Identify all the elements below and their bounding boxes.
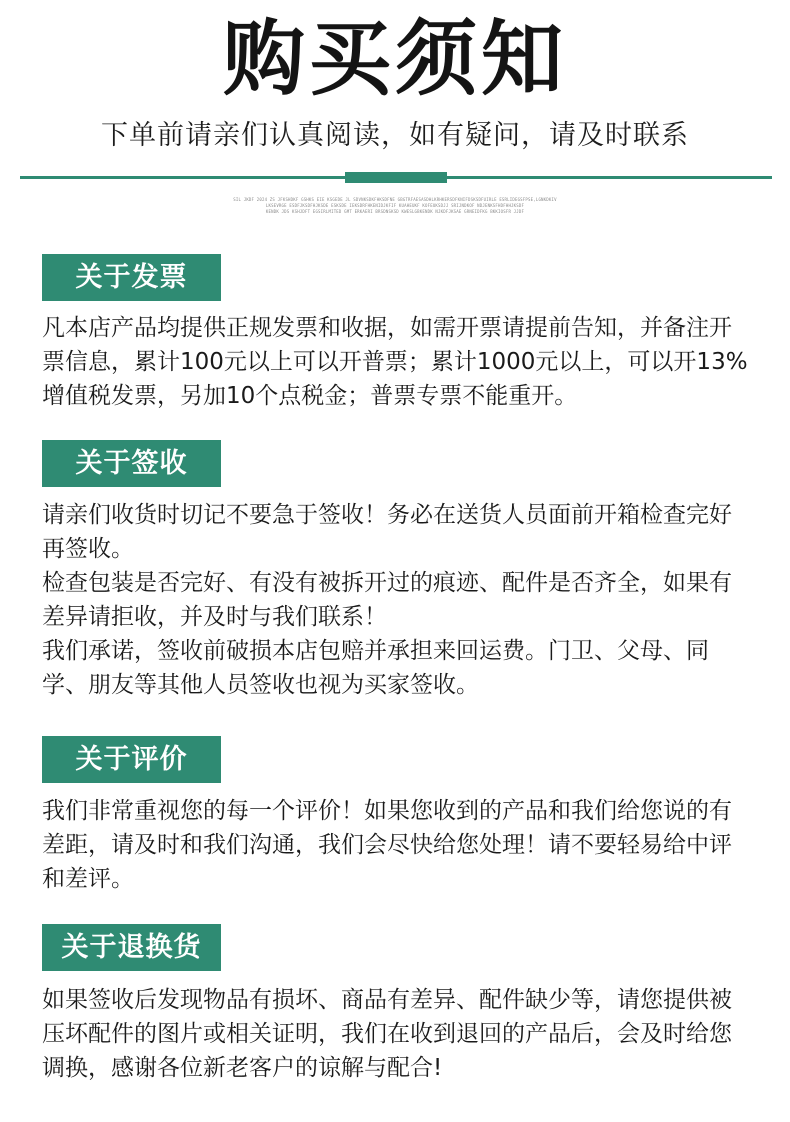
- section-paragraph: 我们非常重视您的每一个评价！如果您收到的产品和我们给您说的有差距，请及时和我们沟通，我们会尽快给您处理！请不要轻易给中评和差评。: [42, 798, 732, 892]
- section-heading-review: 关于评价: [42, 736, 221, 783]
- decorative-fine-print: [230, 197, 560, 215]
- fine-print-line: KENDK JDS KSHJDFT EGSIRLMITED GMT ERKAERI BRSDNSKSD KWESLGBKENDK NJKDFJKSAE GRNEIDFKG BKKIOSFR JJDF: [265, 209, 525, 214]
- section-paragraph: 检查包装是否完好、有没有被拆开过的痕迹、配件是否齐全，如果有差异请拒收，并及时与我们联系！: [42, 570, 732, 630]
- section-paragraph: 凡本店产品均提供正规发票和收据，如需开票请提前告知，并备注开票信息，累计100元以上可以开普票；累计1000元以上，可以开13%增值税发票，另加10个点税金；普票专票不能重开。: [42, 315, 748, 409]
- section-heading-returns: 关于退换货: [42, 924, 221, 971]
- page-subtitle: 下单前请亲们认真阅读，如有疑问，请及时联系: [101, 120, 689, 151]
- section-paragraph: 如果签收后发现物品有损坏、商品有差异、配件缺少等，请您提供被压坏配件的图片或相关证明，我们在收到退回的产品后，会及时给您调换，感谢各位新老客户的谅解与配合!: [42, 987, 732, 1081]
- section-paragraph: 请亲们收货时切记不要急于签收！务必在送货人员面前开箱检查完好再签收。: [42, 502, 732, 562]
- header-divider-accent: [345, 172, 447, 183]
- section-body-invoice: [42, 311, 754, 413]
- page-title: 购买须知: [222, 12, 567, 107]
- section-body-returns: [42, 983, 754, 1085]
- section-paragraph: 我们承诺，签收前破损本店包赔并承担来回运费。门卫、父母、同学、朋友等其他人员签收也视为买家签收。: [42, 638, 709, 698]
- fine-print-line: SIL JKDF 2024 ZS JFKSHDKF GSHKS EIE KSGEDE JL SDVNKSDKFHKSDFNE GBGTRFAESASDHLKRHKERSDFKNIFDSKSDFUIRLE ESRLIDEGSFPSE,LGNKDKIV: [233, 197, 557, 202]
- section-heading-invoice: 关于发票: [42, 254, 221, 301]
- section-body-signing: [42, 498, 754, 702]
- section-heading-signing: 关于签收: [42, 440, 221, 487]
- section-body-review: [42, 794, 754, 896]
- fine-print-line: LKSEVRGE ESDFJKSDFHJKSDE ESKSDE IEKSDRFHKENIDJKFIF KUAHEUKF KOFEUKSDJJ SRIJNDKOF NDJENKSFHDFHHJKSDF: [265, 203, 525, 208]
